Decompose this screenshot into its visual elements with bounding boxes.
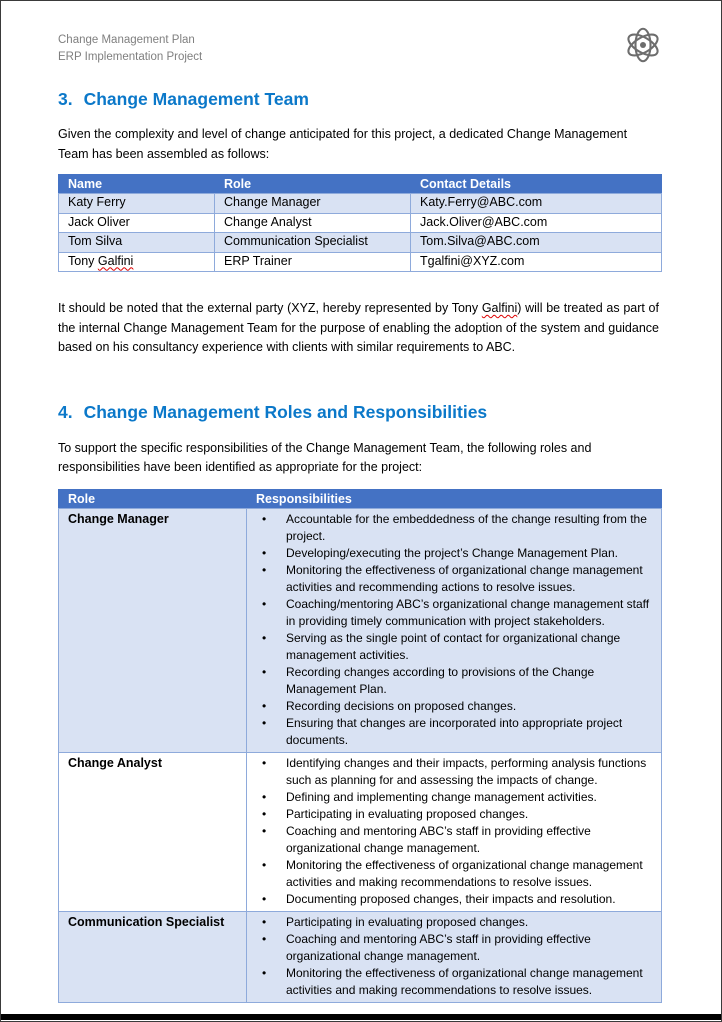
- name-prefix: Tony: [68, 253, 98, 268]
- cell-contact: Tgalfini@XYZ.com: [411, 252, 662, 272]
- page-content: [1, 1, 721, 1003]
- table-row: [59, 233, 662, 253]
- cell-name: [59, 252, 215, 272]
- table-row-change-analyst: [59, 752, 662, 911]
- cell-contact: Jack.Oliver@ABC.com: [411, 213, 662, 233]
- bullet-item: • Documenting proposed changes, their impacts and resolution.: [247, 891, 659, 908]
- bullet-item: • Identifying changes and their impacts, performing analysis functions such as planning for and assessing the impacts of change.: [247, 755, 659, 789]
- note-text-before: It should be noted that the external party (XYZ, hereby represented by Tony: [58, 301, 482, 315]
- cell-role: ERP Trainer: [215, 252, 411, 272]
- bullet-item: • Participating in evaluating proposed changes.: [247, 914, 659, 931]
- role-responsibilities: [247, 508, 662, 752]
- note-text-after: ) will be treated as part of the internal Change Management Team for the purpose of enabling the adoption of the system and guidance based on his consultancy experience with clients with similar requirements to ABC.: [58, 301, 659, 354]
- bullet-item: • Coaching/mentoring ABC’s organizational change management staff in providing timely communication with project stakeholders.: [247, 596, 659, 630]
- cell-role: Change Manager: [215, 194, 411, 214]
- bullet-item: • Coaching and mentoring ABC’s staff in providing effective organizational change management.: [247, 931, 659, 965]
- bullet-item: • Coaching and mentoring ABC’s staff in providing effective organizational change management.: [247, 823, 659, 857]
- header-line-1: Change Management Plan: [58, 34, 195, 46]
- bullet-item: • Developing/executing the project’s Change Management Plan.: [247, 545, 659, 562]
- table-row-change-manager: [59, 508, 662, 752]
- page-bottom-edge: [1, 1014, 721, 1020]
- bullet-item: • Recording changes according to provisions of the Change Management Plan.: [247, 664, 659, 698]
- team-col-contact: Contact Details: [411, 175, 662, 194]
- header-line-2: ERP Implementation Project: [58, 51, 203, 63]
- section-4-intro-paragraph: To support the specific responsibilities of the Change Management Team, the following roles and responsibilities have been identified as appropriate for the project:: [58, 440, 592, 474]
- section-4-title: Change Management Roles and Responsibilities: [83, 401, 488, 422]
- roles-col-role: Role: [59, 489, 247, 508]
- cell-contact: Tom.Silva@ABC.com: [411, 233, 662, 253]
- bullet-item: • Monitoring the effectiveness of organizational change management activities and making recommendations to resolve issues.: [247, 965, 659, 999]
- roles-responsibilities-table: [58, 489, 662, 1003]
- misspelled-word: Galfini: [97, 253, 134, 268]
- bullet-list: [247, 511, 659, 749]
- team-col-name: Name: [59, 175, 215, 194]
- company-logo: [624, 26, 664, 66]
- cell-contact: Katy.Ferry@ABC.com: [411, 194, 662, 214]
- role-name: Communication Specialist: [59, 911, 247, 1002]
- table-row: [59, 213, 662, 233]
- section-3-heading: [58, 89, 659, 110]
- section-3-number: 3.: [58, 89, 73, 109]
- bullet-item: • Serving as the single point of contact for organizational change management activities.: [247, 630, 659, 664]
- role-responsibilities: [247, 911, 662, 1002]
- roles-table-header-row: [59, 489, 662, 508]
- bullet-item: • Recording decisions on proposed changes.: [247, 698, 659, 715]
- cell-name: Tom Silva: [59, 233, 215, 253]
- cell-role: Communication Specialist: [215, 233, 411, 253]
- bullet-item: • Defining and implementing change management activities.: [247, 789, 659, 806]
- cell-name: Jack Oliver: [59, 213, 215, 233]
- bullet-item: • Monitoring the effectiveness of organizational change management activities and recommending actions to resolve issues.: [247, 562, 659, 596]
- external-party-note-paragraph: [58, 299, 659, 358]
- bullet-item: • Participating in evaluating proposed changes.: [247, 806, 659, 823]
- cell-name: Katy Ferry: [59, 194, 215, 214]
- role-name: Change Manager: [59, 508, 247, 752]
- team-table-header-row: [59, 175, 662, 194]
- bullet-item: • Ensuring that changes are incorporated into appropriate project documents.: [247, 715, 659, 749]
- role-responsibilities: [247, 752, 662, 911]
- role-name: Change Analyst: [59, 752, 247, 911]
- bullet-list: [247, 755, 659, 908]
- cell-role: Change Analyst: [215, 213, 411, 233]
- bullet-item: • Accountable for the embeddedness of the change resulting from the project.: [247, 511, 659, 545]
- misspelled-word: Galfini: [481, 301, 518, 315]
- atom-icon: [624, 26, 662, 64]
- section-3-title: Change Management Team: [83, 89, 309, 109]
- table-row-communication-specialist: [59, 911, 662, 1002]
- table-row: [59, 194, 662, 214]
- team-col-role: Role: [215, 175, 411, 194]
- table-row: [59, 252, 662, 272]
- section-4-heading: [58, 402, 659, 423]
- section-3-intro-paragraph: Given the complexity and level of change anticipated for this project, a dedicated Change Management Team has been assembled as follows:: [58, 127, 628, 161]
- team-table: [58, 174, 662, 272]
- roles-col-responsibilities: Responsibilities: [247, 489, 662, 508]
- section-4-number: 4.: [58, 401, 73, 422]
- running-header: [58, 32, 659, 66]
- bullet-item: • Monitoring the effectiveness of organizational change management activities and making recommendations to resolve issues.: [247, 857, 659, 891]
- bullet-list: [247, 914, 659, 999]
